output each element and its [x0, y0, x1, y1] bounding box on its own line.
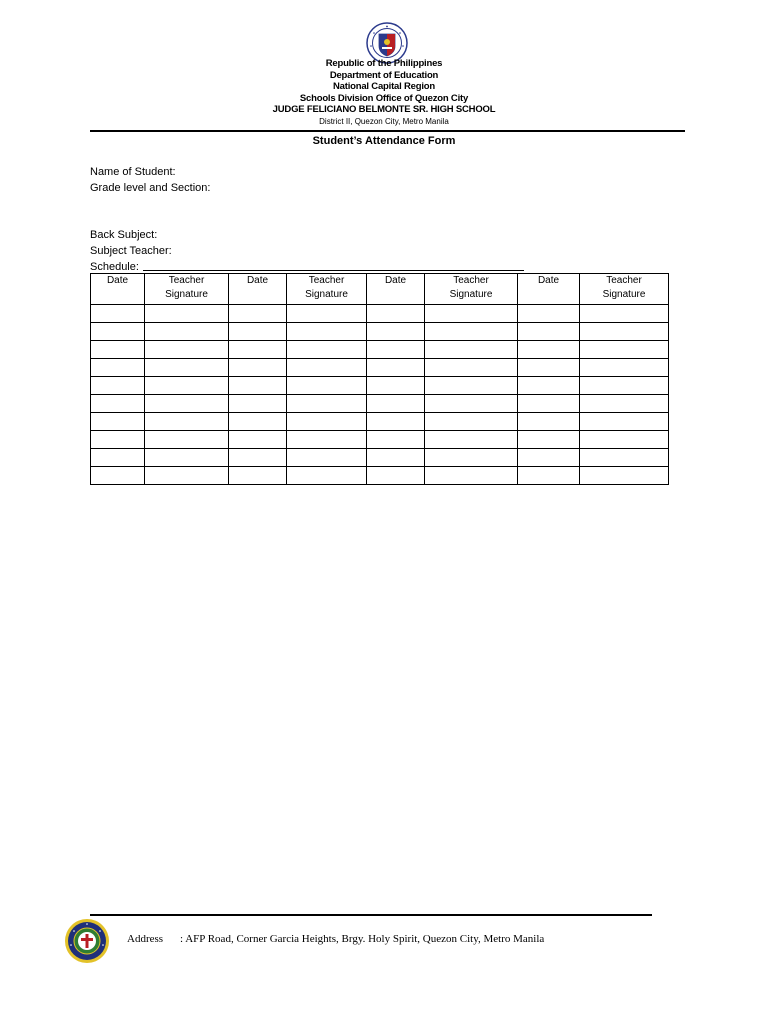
date-cell — [91, 359, 145, 377]
signature-cell — [425, 467, 518, 485]
signature-cell — [145, 323, 229, 341]
date-cell — [91, 395, 145, 413]
signature-cell — [425, 449, 518, 467]
teacher-signature-column-header: Teacher Signature — [425, 274, 518, 305]
attendance-table-body — [91, 305, 669, 485]
school-logo — [64, 918, 110, 964]
date-cell — [91, 377, 145, 395]
signature-cell — [425, 377, 518, 395]
date-cell — [229, 431, 287, 449]
date-cell — [229, 305, 287, 323]
signature-cell — [425, 431, 518, 449]
address-label: Address — [127, 933, 164, 945]
signature-cell — [425, 359, 518, 377]
date-cell — [229, 359, 287, 377]
header-line: Department of Education — [329, 69, 439, 81]
signature-cell — [145, 305, 229, 323]
date-cell — [91, 413, 145, 431]
date-cell — [91, 341, 145, 359]
footer-divider — [90, 914, 652, 916]
date-cell — [229, 323, 287, 341]
table-row — [91, 305, 669, 323]
signature-cell — [145, 431, 229, 449]
signature-cell — [580, 449, 669, 467]
signature-cell — [425, 413, 518, 431]
header-divider — [90, 130, 685, 132]
date-column-header: Date — [518, 274, 580, 305]
letterhead — [0, 58, 768, 127]
school-name: JUDGE FELICIANO BELMONTE SR. HIGH SCHOOL — [272, 104, 496, 115]
signature-cell — [425, 305, 518, 323]
teacher-signature-column-header: Teacher Signature — [287, 274, 367, 305]
date-cell — [518, 323, 580, 341]
header-line: National Capital Region — [332, 81, 436, 92]
form-title: Student’s Attendance Form — [312, 135, 456, 147]
signature-cell — [580, 431, 669, 449]
district-line: District II, Quezon City, Metro Manila — [319, 116, 449, 126]
signature-cell — [145, 413, 229, 431]
date-column-header: Date — [367, 274, 425, 305]
grade-section-label: Grade level and Section: — [90, 182, 211, 194]
table-row — [91, 431, 669, 449]
signature-cell — [580, 377, 669, 395]
name-of-student-label: Name of Student: — [90, 166, 176, 178]
signature-cell — [145, 395, 229, 413]
signature-cell — [287, 449, 367, 467]
header-line: Republic of the Philippines — [325, 58, 443, 69]
signature-cell — [145, 359, 229, 377]
table-header-row — [91, 274, 669, 305]
date-cell — [367, 305, 425, 323]
signature-cell — [425, 341, 518, 359]
date-cell — [367, 467, 425, 485]
attendance-table — [90, 273, 669, 485]
table-row — [91, 323, 669, 341]
signature-cell — [287, 431, 367, 449]
date-cell — [229, 395, 287, 413]
date-column-header: Date — [229, 274, 287, 305]
signature-cell — [287, 341, 367, 359]
date-cell — [229, 467, 287, 485]
header-line: Schools Division Office of Quezon City — [299, 92, 469, 104]
date-cell — [518, 305, 580, 323]
date-cell — [367, 395, 425, 413]
table-row — [91, 341, 669, 359]
date-cell — [518, 467, 580, 485]
table-row — [91, 467, 669, 485]
signature-cell — [287, 467, 367, 485]
signature-cell — [145, 341, 229, 359]
signature-cell — [580, 395, 669, 413]
signature-cell — [145, 377, 229, 395]
signature-cell — [287, 305, 367, 323]
address-text: : AFP Road, Corner Garcia Heights, Brgy. Holy Spirit, Quezon City, Metro Manila — [180, 933, 545, 945]
table-row — [91, 395, 669, 413]
date-cell — [367, 323, 425, 341]
date-cell — [518, 395, 580, 413]
date-cell — [367, 413, 425, 431]
table-row — [91, 449, 669, 467]
date-cell — [91, 323, 145, 341]
teacher-signature-column-header: Teacher Signature — [580, 274, 669, 305]
signature-cell — [287, 377, 367, 395]
table-row — [91, 359, 669, 377]
date-cell — [229, 377, 287, 395]
date-cell — [367, 449, 425, 467]
date-cell — [367, 359, 425, 377]
signature-cell — [287, 359, 367, 377]
date-cell — [518, 449, 580, 467]
schedule-label: Schedule: — [90, 261, 139, 273]
table-row — [91, 413, 669, 431]
date-cell — [367, 431, 425, 449]
signature-cell — [145, 449, 229, 467]
back-subject-label: Back Subject: — [90, 229, 158, 241]
signature-cell — [580, 305, 669, 323]
date-cell — [91, 305, 145, 323]
schedule-blank-line — [143, 270, 524, 271]
signature-cell — [287, 413, 367, 431]
date-cell — [518, 359, 580, 377]
signature-cell — [580, 359, 669, 377]
subject-teacher-label: Subject Teacher: — [90, 245, 172, 257]
date-cell — [91, 467, 145, 485]
signature-cell — [580, 323, 669, 341]
date-cell — [367, 377, 425, 395]
signature-cell — [145, 467, 229, 485]
date-cell — [229, 413, 287, 431]
date-cell — [518, 377, 580, 395]
date-cell — [91, 431, 145, 449]
date-cell — [229, 449, 287, 467]
teacher-signature-column-header: Teacher Signature — [145, 274, 229, 305]
signature-cell — [580, 341, 669, 359]
date-cell — [367, 341, 425, 359]
signature-cell — [287, 395, 367, 413]
date-cell — [91, 449, 145, 467]
date-cell — [229, 341, 287, 359]
signature-cell — [425, 395, 518, 413]
signature-cell — [425, 323, 518, 341]
date-cell — [518, 413, 580, 431]
date-cell — [518, 341, 580, 359]
signature-cell — [580, 467, 669, 485]
signature-cell — [287, 323, 367, 341]
table-row — [91, 377, 669, 395]
signature-cell — [580, 413, 669, 431]
date-column-header: Date — [91, 274, 145, 305]
date-cell — [518, 431, 580, 449]
